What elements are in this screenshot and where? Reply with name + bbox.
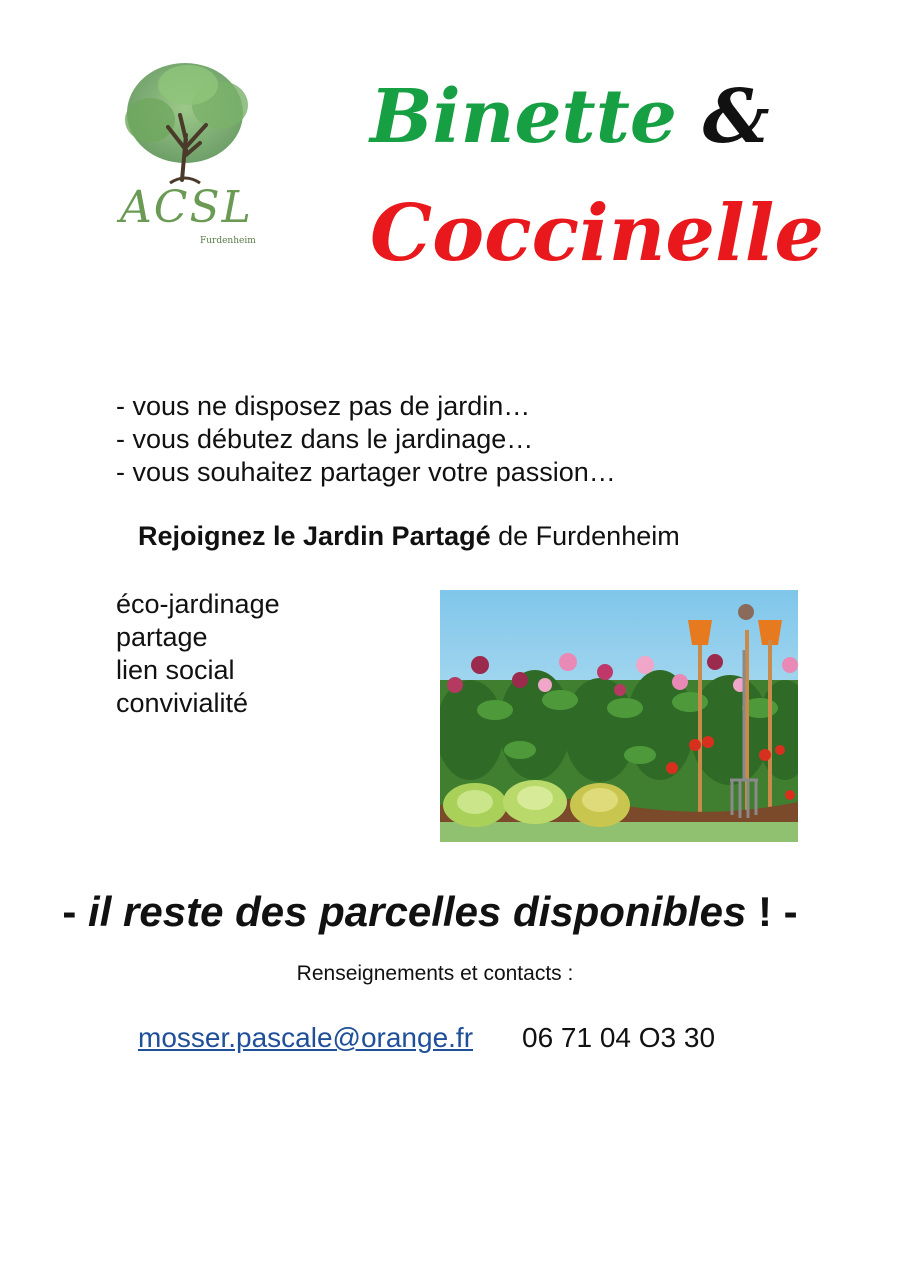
email-link[interactable]: mosser.pascale@orange.fr: [138, 1022, 474, 1053]
logo-wordmark: ACSL: [120, 182, 253, 233]
keyword-item: éco-jardinage: [116, 589, 280, 619]
phone-number: 06 71 04 O3 30: [522, 1022, 716, 1053]
slogan-end: ! -: [746, 888, 798, 935]
join-rest-text: de Furdenheim: [490, 521, 680, 551]
slogan-emphasis: il reste des parcelles disponibles: [88, 888, 747, 935]
intro-line: - vous ne disposez pas de jardin…: [116, 391, 531, 421]
intro-line: - vous débutez dans le jardinage…: [116, 424, 534, 454]
contact-label: Renseignements et contacts :: [296, 962, 574, 985]
logo-subtitle: Furdenheim: [200, 236, 256, 246]
keyword-item: lien social: [116, 655, 235, 685]
slogan-dash-left: -: [62, 888, 89, 935]
availability-slogan: [0, 888, 860, 936]
title-binette: Binette: [370, 74, 677, 160]
title-coccinelle: Coccinelle: [370, 188, 824, 279]
join-invitation: [138, 521, 680, 552]
keyword-item: partage: [116, 622, 208, 652]
page-title-line-1: [370, 72, 770, 162]
intro-line: - vous souhaitez partager votre passion…: [116, 457, 616, 487]
join-strong-text: Rejoignez le Jardin Partagé: [138, 521, 491, 551]
keyword-item: convivialité: [116, 688, 249, 718]
title-ampersand: &: [702, 74, 770, 160]
garden-illustration: [440, 590, 798, 842]
